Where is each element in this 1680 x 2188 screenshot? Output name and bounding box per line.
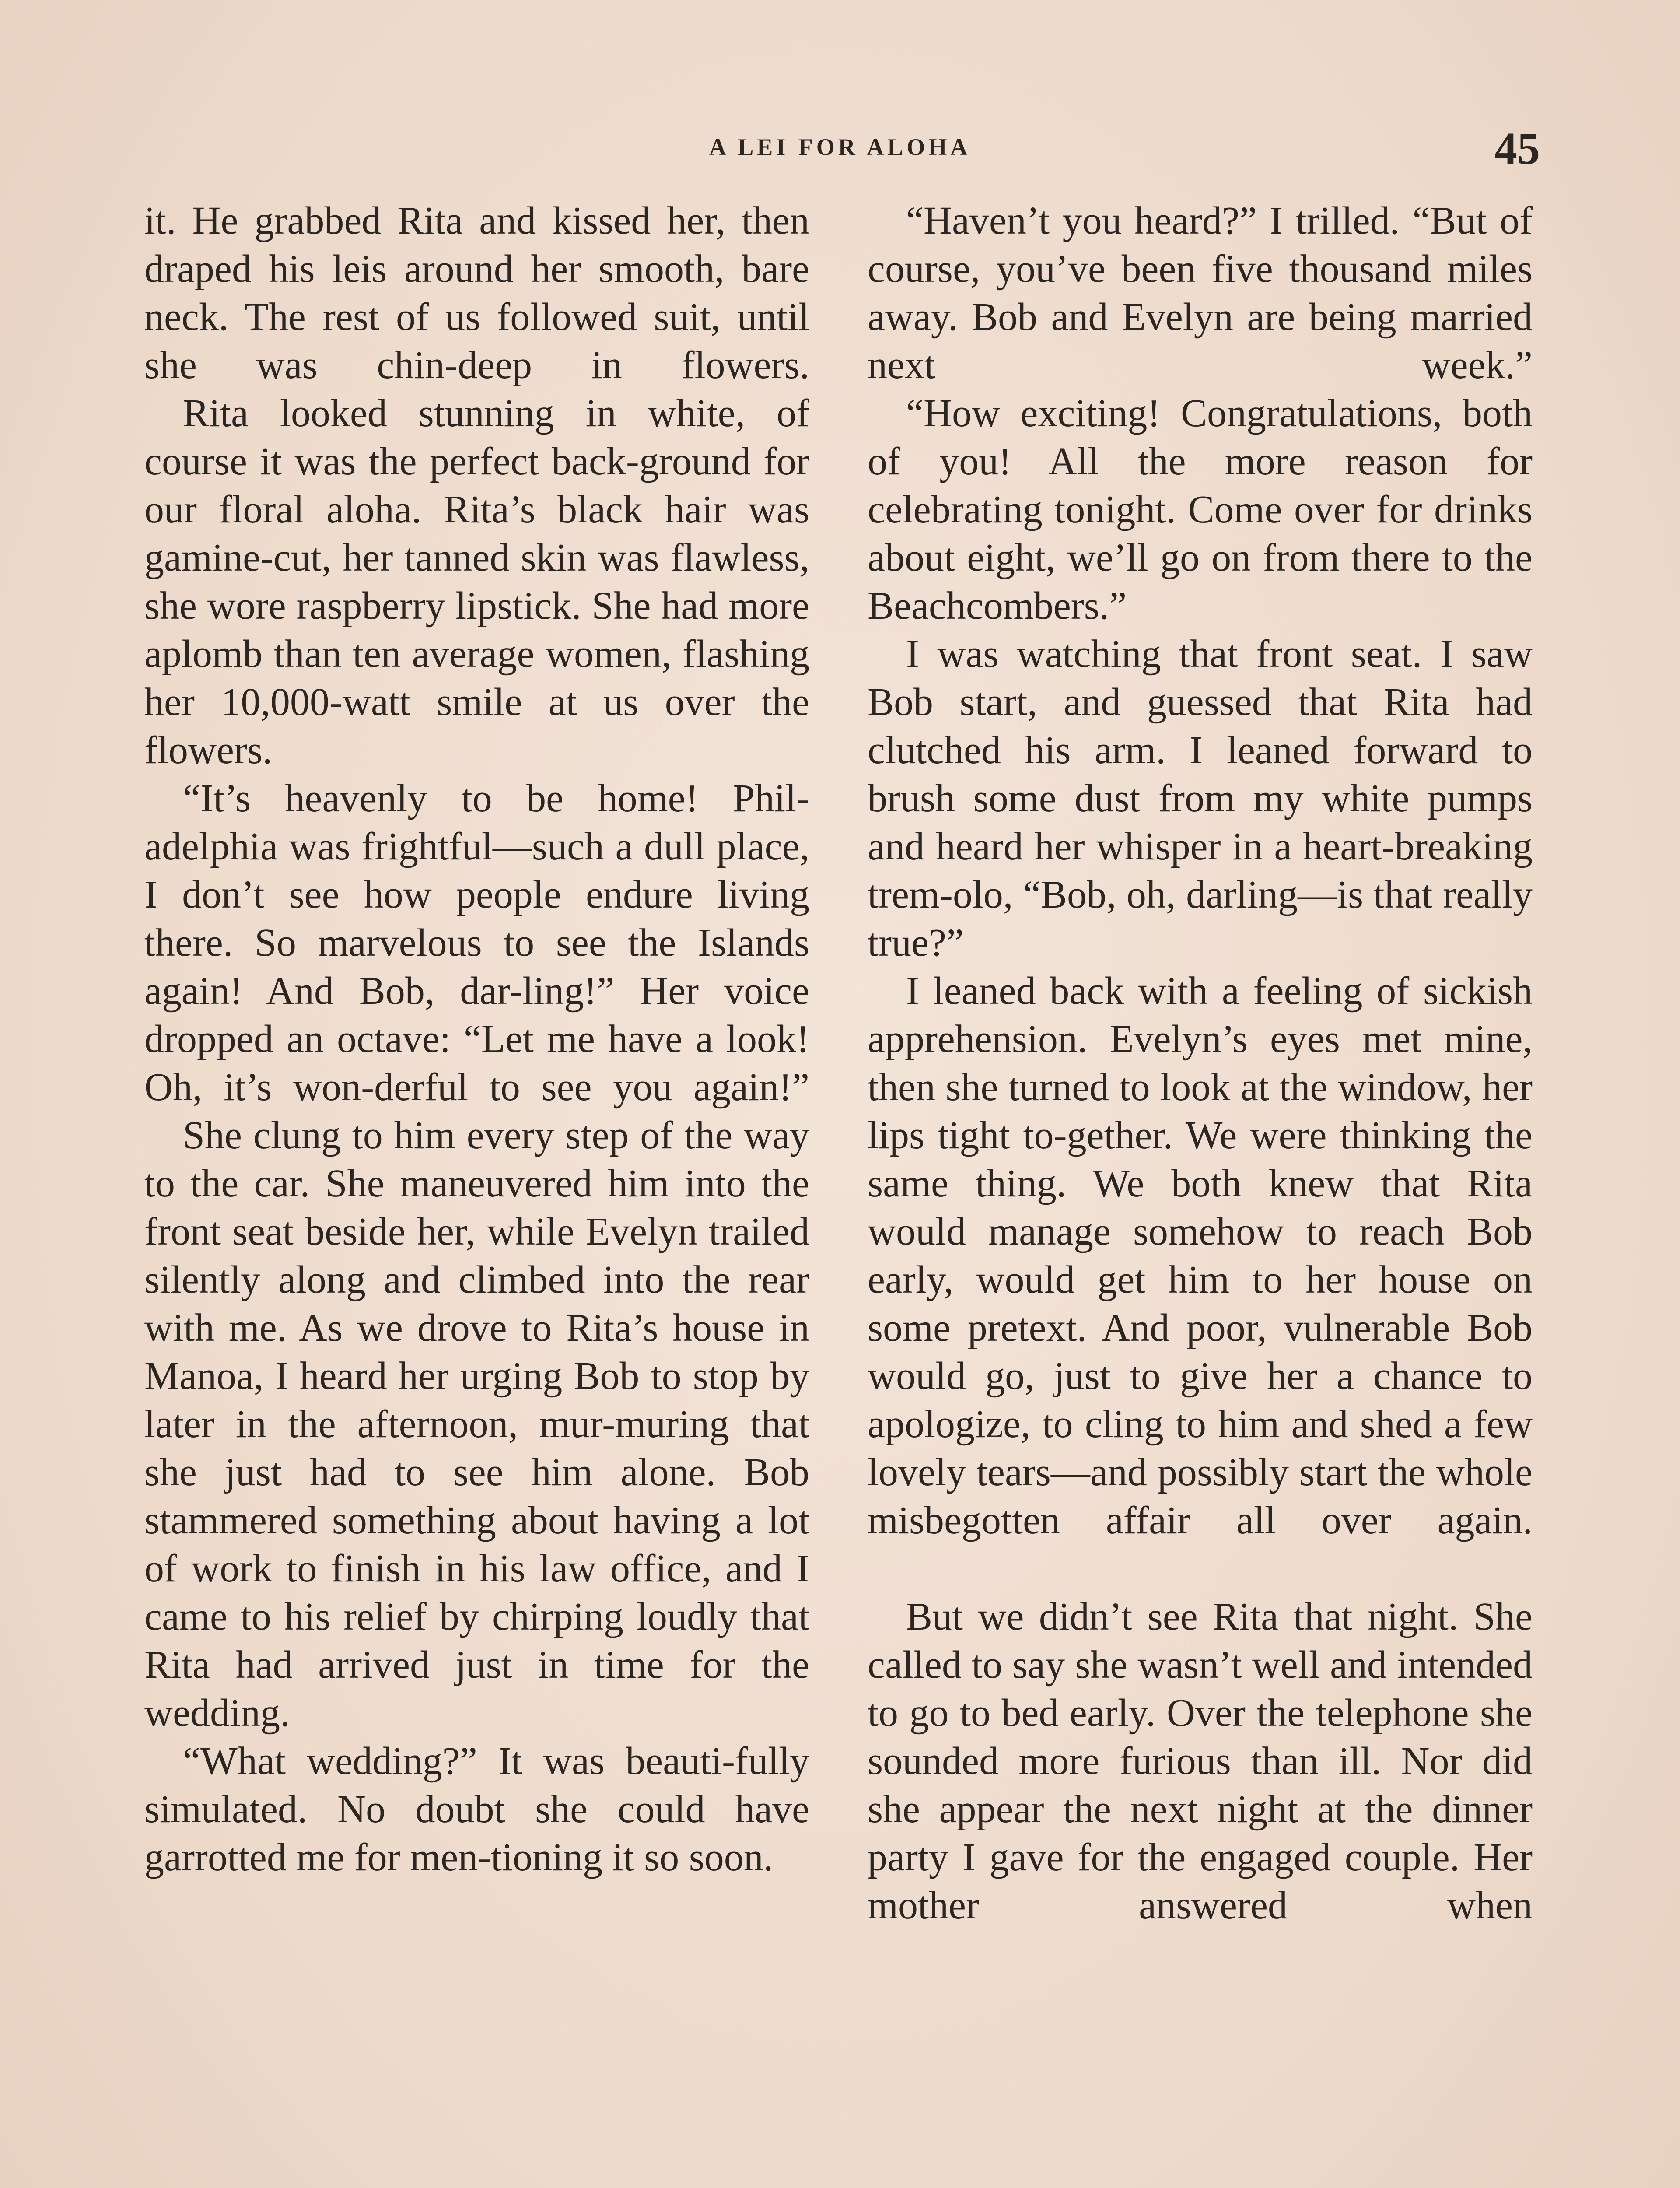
running-title: A LEI FOR ALOHA <box>709 134 971 160</box>
paragraph: “Haven’t you heard?” I trilled. “But of course, you’ve been five thousand miles away. Bob and Evelyn are being married next week.” <box>868 199 1533 387</box>
paragraph: I leaned back with a feeling of sickish apprehension. Evelyn’s eyes met mine, then she turned to look at the window, her lips tight to-gether. We were thinking the same thing. We both knew that Rita would manage somehow to reach Bob early, would get him to her house on some pretext. And poor, vulnerable Bob would go, just to give her a chance to apologize, to cling to him and shed a few lovely tears—and possibly start the whole misbegotten affair all over again. <box>868 969 1533 1542</box>
paragraph: But we didn’t see Rita that night. She called to say she wasn’t well and intended to go to bed early. Over the telephone she sounded more furious than ill. Nor did she appear the next night at the dinner party I gave for the engaged couple. Her mother answered when <box>868 1595 1533 1927</box>
paragraph: Rita looked stunning in white, of course it was the perfect back-ground for our floral aloha. Rita’s black hair was gamine-cut, her tanned skin was flawless, she wore raspberry lipstick. She had more aplomb than ten average women, flashing her 10,000-watt smile at us over the flowers. <box>144 392 809 772</box>
paragraph: it. He grabbed Rita and kissed her, then draped his leis around her smooth, bare neck. The rest of us followed suit, until she was chin-deep in flowers. <box>144 199 809 387</box>
paragraph: “How exciting! Congratulations, both of you! All the more reason for celebrating tonight. Come over for drinks about eight, we’ll go on from there to the Beachcombers.” <box>868 392 1533 628</box>
paragraph: “What wedding?” It was beauti-fully simulated. No doubt she could have garrotted me for men-tioning it so soon. <box>144 1739 809 1879</box>
paragraph: I was watching that front seat. I saw Bob start, and guessed that Rita had clutched his arm. I leaned forward to brush some dust from my white pumps and heard her whisper in a heart-breaking trem-olo, “Bob, oh, darling—is that really true?” <box>868 632 1533 964</box>
paragraph: “It’s heavenly to be home! Phil-adelphia was frightful—such a dull place, I don’t see how people endure living there. So marvelous to see the Islands again! And Bob, dar-ling!” Her voice dropped an octave: “Let me have a look! Oh, it’s won-derful to see you again!” <box>144 777 809 1109</box>
paragraph: She clung to him every step of the way to the car. She maneuvered him into the front seat beside her, while Evelyn trailed silently along and climbed into the rear with me. As we drove to Rita’s house in Manoa, I heard her urging Bob to stop by later in the afternoon, mur-muring that she just had to see him alone. Bob stammered something about having a lot of work to finish in his law office, and I came to his relief by chirping loudly that Rita had arrived just in time for the wedding. <box>144 1114 809 1735</box>
page-number: 45 <box>1494 123 1540 174</box>
right-text-column <box>868 197 1533 1930</box>
section-break <box>868 1545 1533 1593</box>
left-text-column <box>144 197 809 1882</box>
